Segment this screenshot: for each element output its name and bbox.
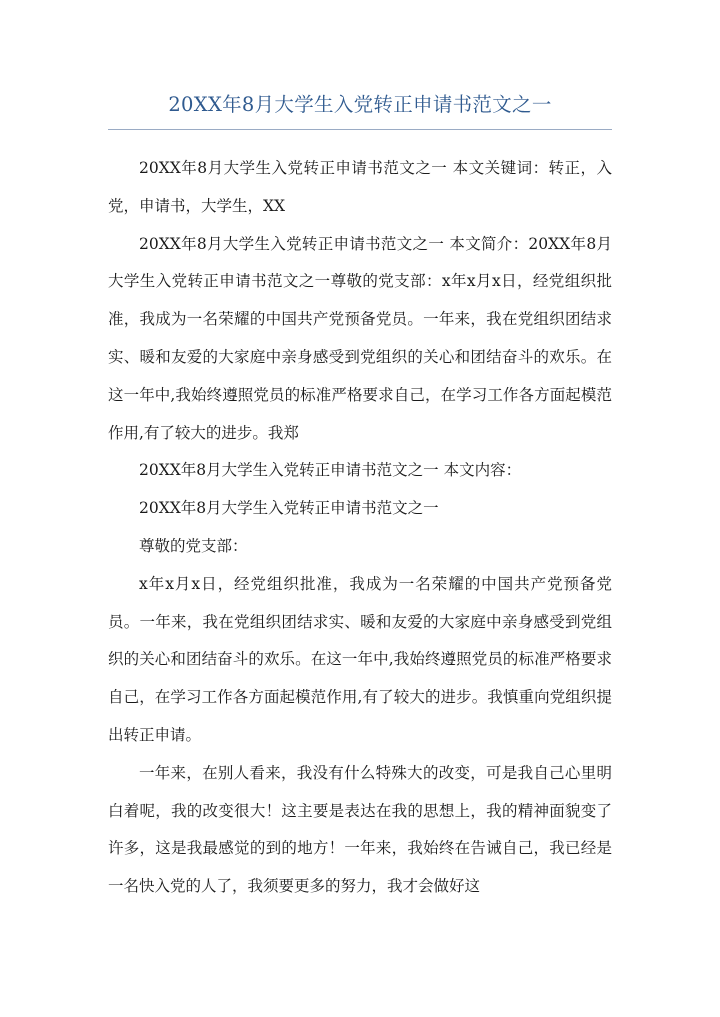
paragraph-body-2: 一年来，在别人看来，我没有什么特殊大的改变，可是我自己心里明白着呢，我的改变很大！这主要是表达在我的思想上，我的精神面貌变了许多，这是我最感觉的到的地方！一年来，我始终在告诫自己，我已经是一名快入党的人了，我须要更多的努力，我才会做好这	[108, 763, 612, 896]
title-underline	[108, 129, 612, 130]
paragraph-keywords: 20XX年8月大学生入党转正申请书范文之一 本文关键词：转正，入党，申请书，大学生，XX	[108, 159, 612, 215]
document-body	[108, 150, 612, 906]
paragraph-summary: 20XX年8月大学生入党转正申请书范文之一 本文简介：20XX年8月大学生入党转正申请书范文之一尊敬的党支部：x年x月x日，经党组织批准，我成为一名荣耀的中国共产党预备党员。一年来，我在党组织团结求实、暖和友爱的大家庭中亲身感受到党组织的关心和团结奋斗的欢乐。在这一年中,我始终遵照党员的标准严格要求自己，在学习工作各方面起模范作用,有了较大的进步。我郑	[108, 234, 612, 442]
paragraph-body-1: x年x月x日，经党组织批准，我成为一名荣耀的中国共产党预备党员。一年来，我在党组织团结求实、暖和友爱的大家庭中亲身感受到党组织的关心和团结奋斗的欢乐。在这一年中,我始终遵照党员的标准严格要求自己，在学习工作各方面起模范作用,有了较大的进步。我慎重向党组织提出转正申请。	[108, 574, 612, 744]
paragraph-article-title: 20XX年8月大学生入党转正申请书范文之一	[139, 499, 439, 518]
document-title: 20XX年8月大学生入党转正申请书范文之一	[168, 93, 552, 116]
paragraph-content-heading: 20XX年8月大学生入党转正申请书范文之一 本文内容：	[139, 461, 522, 480]
paragraph-salutation: 尊敬的党支部：	[139, 536, 248, 555]
